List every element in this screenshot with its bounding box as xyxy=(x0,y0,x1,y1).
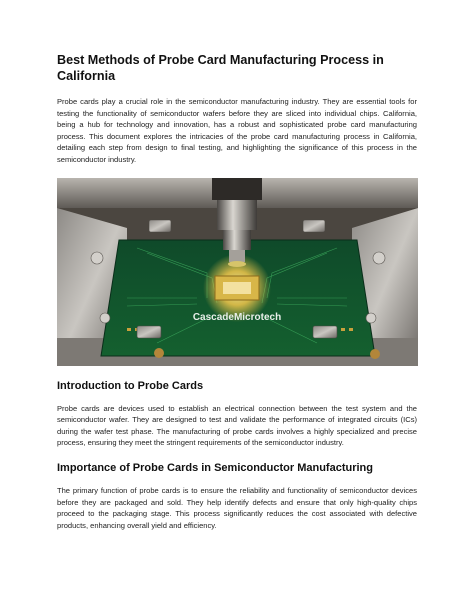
intro-paragraph: Probe cards play a crucial role in the semiconductor manufacturing industry. They are essential tools for testing the functionality of semiconductor wafers before they are sliced into individual chips. California, being a hub for technology and innovation, has a robust and sophisticated probe card manufacturing process. This document explores the intricacies of the probe card manufacturing process in California, detailing each step from design to final testing, and highlighting the significance of this process in the semiconductor industry. xyxy=(57,97,417,164)
board-brand-label: CascadeMicrotech xyxy=(192,311,282,323)
document-title: Best Methods of Probe Card Manufacturing Process in California xyxy=(57,53,384,83)
section-heading-importance: Importance of Probe Cards in Semiconductor Manufacturing xyxy=(57,461,373,474)
section-body-introduction: Probe cards are devices used to establish an electrical connection between the test system and the semiconductor wafer. They are designed to test and validate the performance of integrated circuits (ICs) during the wafer test phase. The manufacturing of probe cards involves a highly specialized and precise process, ensuring they meet the stringent requirements of the semiconductor industry. xyxy=(57,403,417,448)
probe-station-photo xyxy=(57,178,418,366)
section-body-importance: The primary function of probe cards is to ensure the reliability and functionality of semiconductor devices before they are packaged and sold. They help identify defects and ensure that only high-quality chips proceed to the packaging stage. This process significantly reduces the cost associated with defective products, enhancing overall yield and efficiency. xyxy=(57,485,417,530)
section-heading-introduction: Introduction to Probe Cards xyxy=(57,379,204,392)
